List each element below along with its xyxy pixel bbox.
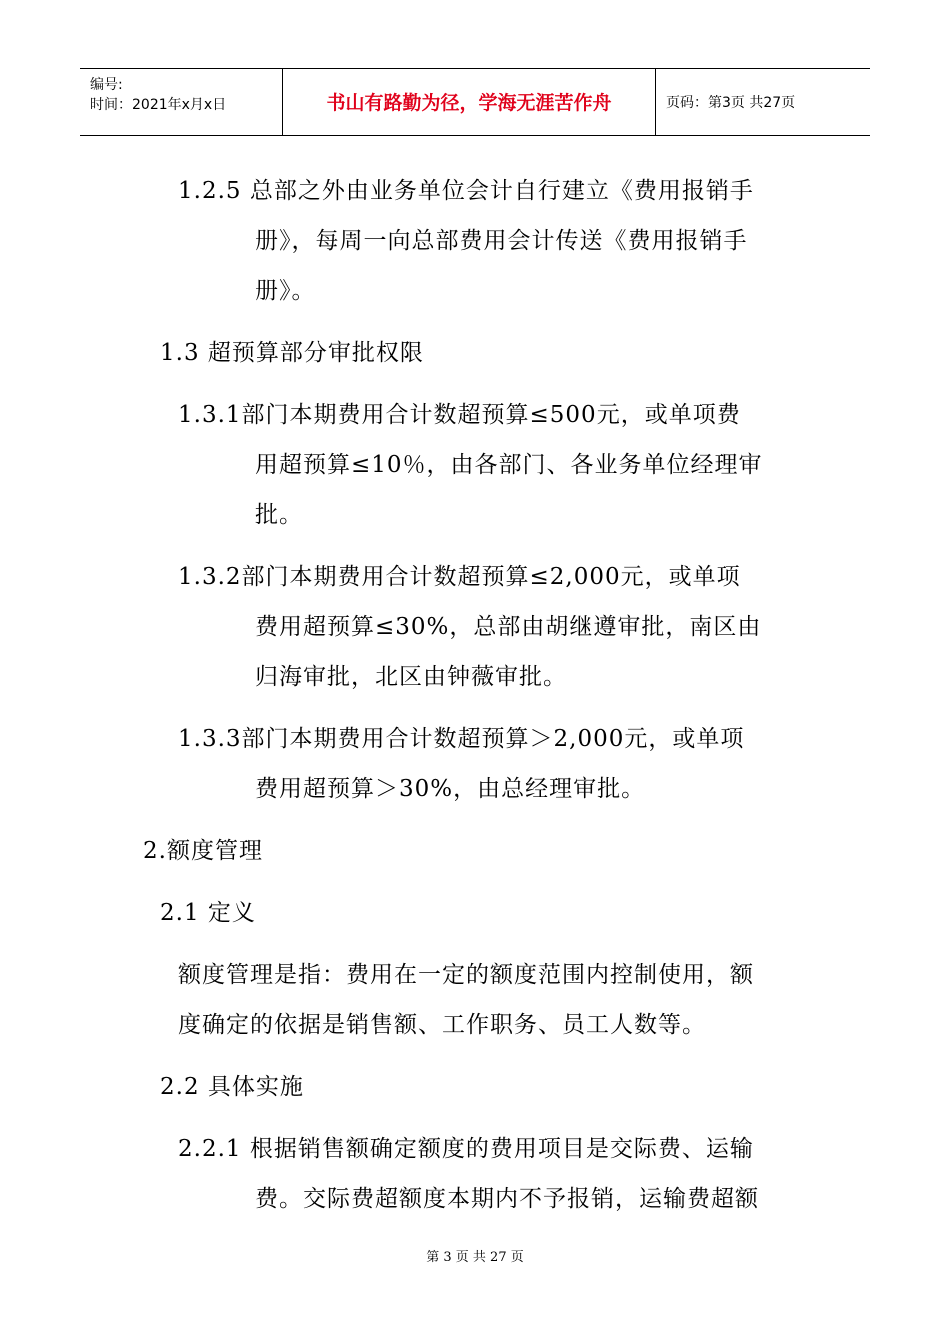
paragraph-line: 费用超预算＞30%，由总经理审批。 <box>255 776 646 802</box>
section-heading: 2.1 定义 <box>160 900 256 926</box>
paragraph-line: 归海审批，北区由钟薇审批。 <box>255 664 567 690</box>
header-page-info: 页码：第3页 共27页 <box>666 95 796 111</box>
paragraph-line: 费。交际费超额度本期内不予报销，运输费超额 <box>255 1186 759 1212</box>
paragraph-line: 额度管理是指：费用在一定的额度范围内控制使用，额 <box>178 962 754 988</box>
paragraph-line: 册》。 <box>255 278 316 304</box>
paragraph-line: 用超预算≤10％，由各部门、各业务单位经理审 <box>255 452 763 478</box>
header-meta <box>80 69 282 135</box>
paragraph-line: 2.2.1 根据销售额确定额度的费用项目是交际费、运输 <box>178 1136 754 1162</box>
document-header <box>80 68 870 136</box>
paragraph-line: 1.2.5 总部之外由业务单位会计自行建立《费用报销手 <box>178 178 754 204</box>
paragraph-line: 1.3.2部门本期费用合计数超预算≤2,000元，或单项 <box>178 564 741 590</box>
paragraph-line: 1.3.3部门本期费用合计数超预算＞2,000元，或单项 <box>178 726 745 752</box>
paragraph-line: 度确定的依据是销售额、工作职务、员工人数等。 <box>178 1012 706 1038</box>
header-motto: 书山有路勤为径，学海无涯苦作舟 <box>282 69 656 135</box>
paragraph-line: 1.3.1部门本期费用合计数超预算≤500元，或单项费 <box>178 402 741 428</box>
page-footer: 第 3 页 共 27 页 <box>426 1250 524 1265</box>
section-heading: 2.额度管理 <box>143 838 263 864</box>
paragraph-line: 批。 <box>255 502 303 528</box>
section-heading: 1.3 超预算部分审批权限 <box>160 340 424 366</box>
paragraph-line: 费用超预算≤30%，总部由胡继遵审批，南区由 <box>255 614 762 640</box>
paragraph-line: 册》，每周一向总部费用会计传送《费用报销手 <box>255 228 748 254</box>
section-heading: 2.2 具体实施 <box>160 1074 304 1100</box>
time-label: 时间：2021年x月x日 <box>90 97 227 113</box>
doc-number-label: 编号: <box>90 77 123 93</box>
